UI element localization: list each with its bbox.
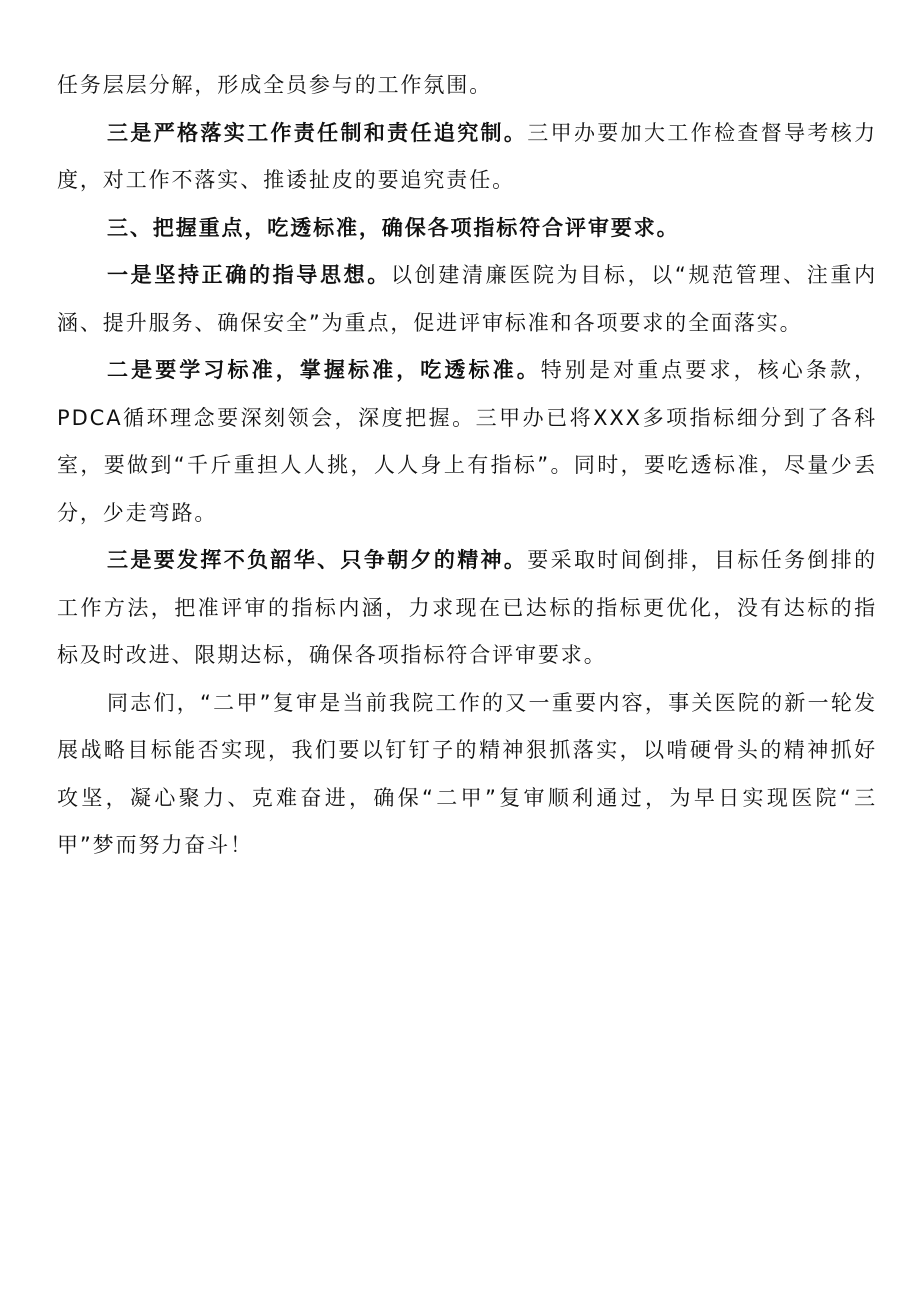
paragraph-text: 同志们，“二甲”复审是当前我院工作的又一重要内容，事关医院的新一轮发展战略目标能否实现，我们要以钉钉子的精神狠抓落实，以啃硬骨头的精神抓好攻坚，凝心聚力、克难奋进，确保“二甲”复审顺利通过，为早日实现医院“三甲”梦而努力奋斗！ (57, 690, 877, 857)
paragraph-text: 以创建清廉医院为目标，以“规范管理、注重内涵、提升服务、确保安全”为重点，促进评审标准和各项要求的全面落实。 (57, 263, 877, 335)
paragraph-spirit (57, 537, 877, 680)
document-body (57, 62, 877, 870)
paragraph-guiding-thought (57, 252, 877, 347)
paragraph-closing (57, 680, 877, 870)
section-heading: 三、把握重点，吃透标准，确保各项指标符合评审要求。 (107, 215, 680, 240)
paragraph-study-standards (57, 347, 877, 537)
paragraph-responsibility (57, 110, 877, 205)
paragraph-continuation (57, 62, 877, 110)
paragraph-text: 要采取时间倒排，目标任务倒排的工作方法，把准评审的指标内涵，力求现在已达标的指标更优化，没有达标的指标及时改进、限期达标，确保各项指标符合评审要求。 (57, 548, 878, 667)
paragraph-lead: 一是坚持正确的指导思想。 (107, 263, 391, 287)
paragraph-lead: 三是严格落实工作责任制和责任追究制。 (107, 120, 528, 145)
paragraph-text: 特别是对重点要求，核心条款，PDCA循环理念要深刻领会，深度把握。三甲办已将XXX多项指标细分到了各科室，要做到“千斤重担人人挑，人人身上有指标”。同时，要吃透标准，尽量少丢分，少走弯路。 (57, 358, 877, 525)
paragraph-text: 三甲办要加大工作检查督导考核力度，对工作不落实、推诿扯皮的要追究责任。 (57, 120, 878, 192)
paragraph-lead: 二是要学习标准，掌握标准，吃透标准。 (107, 358, 541, 382)
paragraph-text: 任务层层分解，形成全员参与的工作氛围。 (57, 73, 493, 97)
paragraph-lead: 三是要发挥不负韶华、只争朝夕的精神。 (107, 548, 528, 572)
